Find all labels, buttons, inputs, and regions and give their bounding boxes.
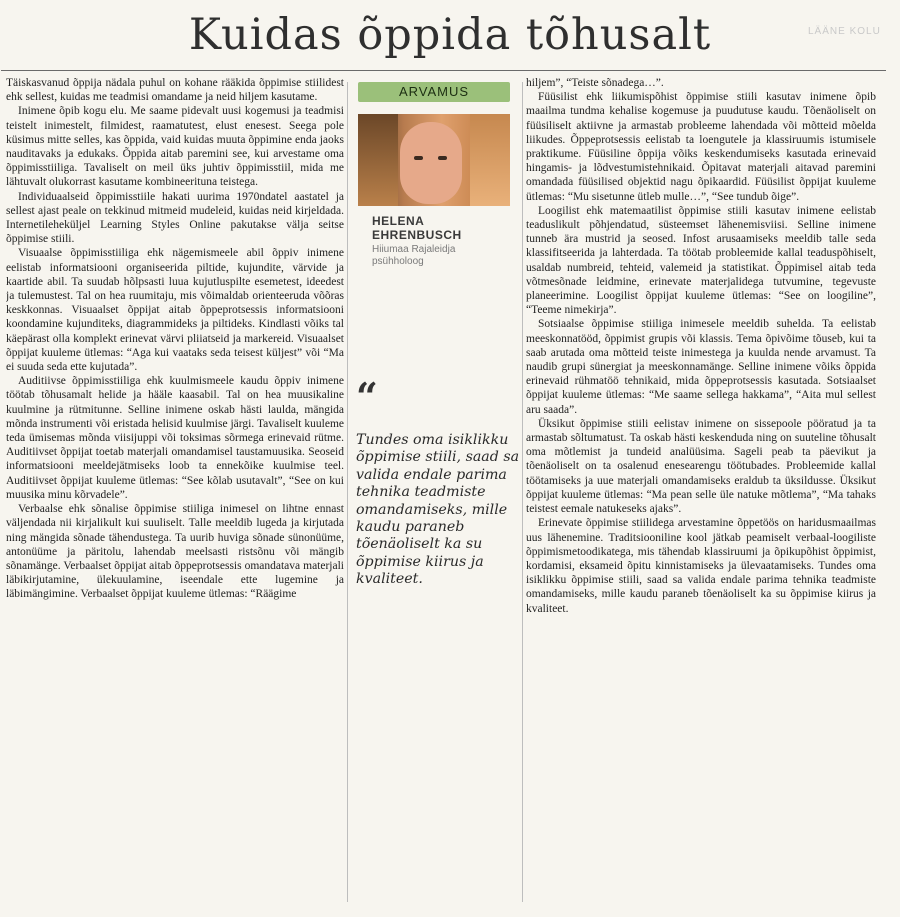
paragraph: Sotsiaalse õppimise stiiliga inimesele meeldib suhelda. Ta eelistab meeskonnatööd, õppimist grupis või klassis. Tema õpivõime tõuseb, kui ta saab arutada oma mõtteid teiste inimestega ja kuulda nende arvamust. Ta naudib grupi sünergiat ja meeskonnamänge. Selline inimene võiks õppida erinevaid rühmatöö tehnikaid, mida õppeprotsessis kasutada. Sotsiaalset õppijat kuuleme ütlemas: “Me saame sellega hakkama”, “Aita mul sellest aru saada”. — [526, 318, 876, 416]
title-rule — [1, 70, 886, 71]
paragraph: Täiskasvanud õppija nädala puhul on kohane rääkida õppimise stiilidest ehk sellest, kuidas me teadmisi omandame ja neid hiljem kasutame. — [6, 77, 344, 104]
article-title: Kuidas õppida tõhusalt — [188, 10, 712, 60]
masthead-ghost-text: LÄÄNE KOLU — [808, 26, 881, 37]
author-photo — [358, 114, 510, 206]
author-role: Hiiumaa Rajaleidja psühholoog — [372, 244, 456, 267]
paragraph: Individuaalseid õppimisstiile hakati uurima 1970ndatel aastatel ja sellest ajast peale on tekkinud mitmeid mudeleid, kuidas neid kirjeldada. Internetileheküljel Learning Styles Online pakutakse välja seitse õppimise stiili. — [6, 190, 344, 246]
column-divider — [347, 82, 348, 902]
quote-mark-icon: “ — [356, 374, 378, 419]
paragraph: Loogilist ehk matemaatilist õppimise stiili kasutav inimene eelistab teaduslikult põhjendatud, süsteemset lähenemisviisi. Selline inimene tunneb ära mustrid ja seosed. Infost arusaamiseks meeldib talle seda klassifitseerida ja lahterdada. Ta töötab probleemide kallal teaduspõhiselt, usaldab numbreid, tehteid, valemeid ja statistikat. Õppimisel aitab teda võtmesõnade leidmine, erinevate materjalidega tutvumine, tegevuste planeerimine. Loogilist õppijat kuuleme ütlemas: “See on loogiline”, “Teeme nimekirja”. — [526, 204, 876, 317]
section-badge: ARVAMUS — [358, 82, 510, 102]
pull-quote: Tundes oma isiklikku õppimise stiili, saad sa valida endale parima tehnika teadmiste omandamiseks, mille kaudu paraneb tõenäoliselt ka su õppimise kiirus ja kvaliteet. — [356, 432, 520, 588]
paragraph: Verbaalse ehk sõnalise õppimise stiiliga inimesel on lihtne ennast väljendada nii kirjalikult kui suuliselt. Talle meeldib lugeda ja kirjutada ning mängida sõnade tähendustega. Ta uurib huviga sõnade sünonüüme, antonüüme ja päritolu, lahendab meelsasti ristsõnu või mängib sõnamänge. Verbaalset õppijat aitab õppeprotsessis omandatava materjali läbikirjutamine, ülekuulamine, iseendale ette lugemine ja läbimängimine. Verbaalset õppijat kuuleme ütlemas: “Räägime — [6, 503, 344, 601]
right-column — [526, 76, 876, 908]
paragraph: Auditiivse õppimisstiiliga ehk kuulmismeele kaudu õppiv inimene töötab tõhusamalt helide ja hääle kaasabil. Tal on hea muusikaline kuulmine ja rütmitunne. Selline inimene oskab hästi laulda, mängida mõnda instrumenti või eristada helisid kuulmise järgi. Tavaliselt kuuleme teda ümisemas mõnda viisijuppi või toksimas sõrmega erinevaid rütme. Auditiivset õppijat toetab materjali omandamisel taustamuusika. Seoseid informatsiooni meeldejätmiseks loob ta ennekõike kuulmise teel. Auditiivset õppijat kuuleme ütlemas: “See kõlab usutavalt”, “See on kui muusika minu kõrvadele”. — [6, 375, 344, 501]
paragraph: Erinevate õppimise stiilidega arvestamine õppetöös on haridusmaailmas uus lähenemine. Traditsiooniline kool jätkab peamiselt verbaal-loogiliste õppimismetoodikatega, mis tähendab klassiruumi ja õpikupõhist õppimist, kordamisi, eksameid õpitu kinnistamiseks ja ülevaatamiseks. Tundes oma isiklikku õppimise stiili, saad sa valida endale parima tehnika teadmiste omandamiseks, mille kaudu paraneb tõenäoliselt ka su õppimise kiirus ja kvaliteet. — [526, 517, 876, 615]
column-divider — [522, 82, 523, 902]
paragraph: hiljem”, “Teiste sõnadega…”. — [526, 77, 664, 89]
paragraph: Üksikut õppimise stiili eelistav inimene on sissepoole pööratud ja ta armastab sõltumatust. Ta oskab hästi keskenduda ning on suuteline tõhusalt oma mõtlemist ja tundeid analüüsima. Sageli peab ta päevikut ja tõenäoliselt on ta osalenud enesearengu töötubades. Probleemide kallal töötamiseks ja uue materjali omandamiseks eraldub ta üksildusse. Üksikut õppijat kuuleme ütlemas: “Ma pean selle üle natuke mõtlema”, “Ma tahaks teistest eemale natukeseks ajaks”. — [526, 417, 876, 516]
left-column — [6, 76, 344, 908]
author-name: HELENA EHRENBUSCH — [372, 214, 462, 242]
sidebar-column — [350, 76, 520, 676]
paragraph: Füüsilist ehk liikumispõhist õppimise stiili kasutav inimene õpib maailma tundma kehalise kogemuse ja puudutuse kaudu. Tõenäoliselt on füüsiliselt aktiivne ja armastab probleeme lahendada või mõtteid mõelda liikudes. Õppeprotsessis eelistab ta loengutele ja klassiruumis istumisele praktikume. Füüsiline õppija võiks keskendumiseks kasutada erinevaid hingamis- ja lõdvestumistehnikaid. Õpitavat materjali aitavad paremini omandada füüsilised objektid nagu õpikaardid. Füüsilist õppijat kuuleme ütlemas: “Mu sisetunne ütleb mulle…”, “See tundub õige”. — [526, 91, 876, 203]
paragraph: Visuaalse õppimisstiiliga ehk nägemismeele abil õppiv inimene eelistab informatsiooni organiseerida piltide, kujundite, värvide ja kaartide abil. Ta suudab hõlpsasti luua kujutluspilte esemetest, ideedest ja tulemustest. Tal on hea ruumitaju, mis võimaldab orienteeruda võõras keskkonnas. Visuaalset õppijat aitab õppeprotsessis informatsiooni koondamine kujunditeks, diagrammideks ja piltideks. Kindlasti võiks tal käepärast olla komplekt erinevat värvi pliiatseid ja markereid. Visuaalset õppijat kuuleme ütlemas: “Aga kui vaataks seda teisest küljest” või “Ma ei suuda seda ette kujutada”. — [6, 247, 344, 374]
paragraph: Inimene õpib kogu elu. Me saame pidevalt uusi kogemusi ja teadmisi teistelt inimestelt, filmidest, raamatutest, elust enesest. Seega pole küsimus mitte selles, kas õppida, vaid kuidas muuta õppimine enda jaoks nauditavaks ja edukaks. Õppida aitab paremini see, kui arvestame oma õppimisstiiliga. Tavaliselt on meil üks juhtiv õppimisstiil, mida me lähtuvalt olukorrast kasutame kombineerituna teistega. — [6, 105, 344, 189]
